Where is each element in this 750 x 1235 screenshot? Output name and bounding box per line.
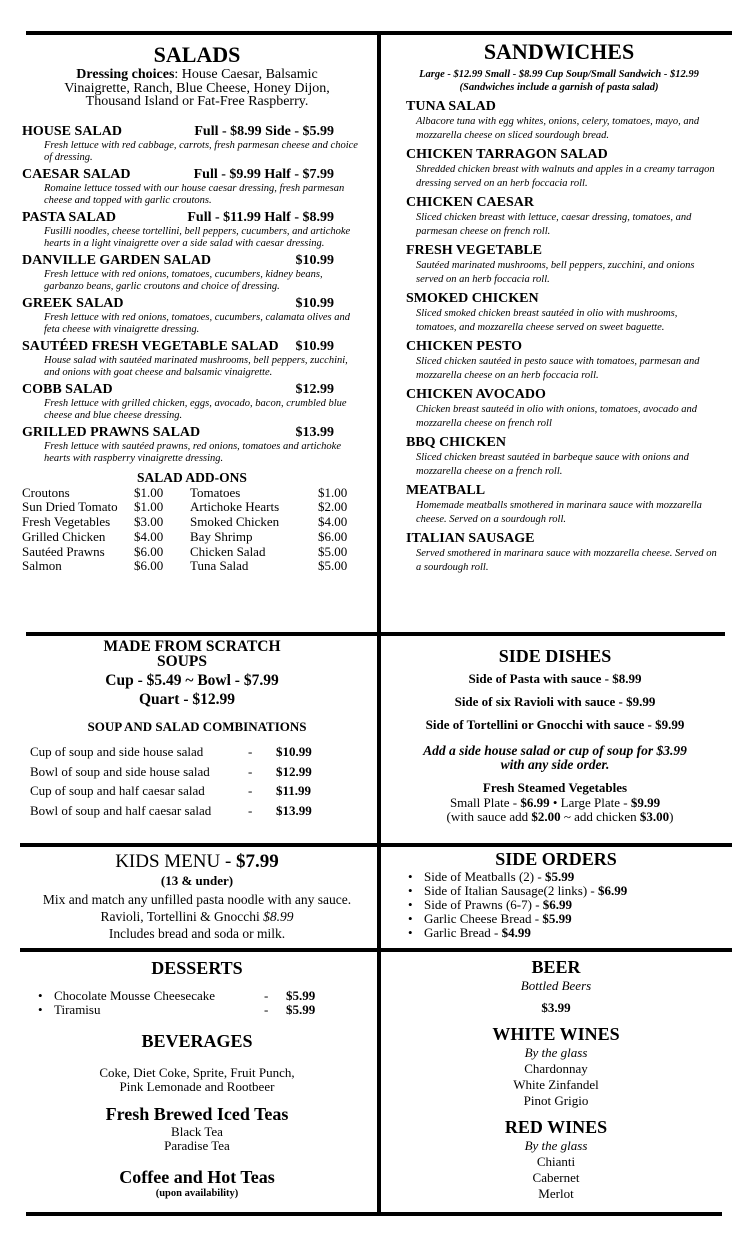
sandwich-item bbox=[406, 339, 732, 382]
addon-price: $6.00 bbox=[134, 543, 164, 559]
addon-price: $3.00 bbox=[134, 514, 164, 530]
combo-dash: - bbox=[248, 802, 253, 818]
salad-item bbox=[22, 210, 372, 250]
desserts-title: DESSERTS bbox=[151, 958, 243, 978]
addon-name: Sun Dried Tomato bbox=[22, 499, 118, 515]
side-order-name: Side of Prawns (6-7) - bbox=[424, 897, 543, 912]
salad-item-header bbox=[22, 253, 334, 269]
salad-description: Fusilli noodles, cheese tortellini, bell peppers, cucumbers, and artichoke hearts in a light vinaigrette over a side salad with caesar dressing. bbox=[44, 225, 351, 249]
salad-price: $10.99 bbox=[295, 338, 334, 354]
sandwich-name: CHICKEN AVOCADO bbox=[406, 387, 546, 402]
addons-title: SALAD ADD-ONS bbox=[137, 469, 247, 485]
addon-price: $6.00 bbox=[318, 528, 348, 544]
sandwich-description: Sliced chicken breast sautéed in barbeque sauce with onions and mozzarella cheese on a french roll. bbox=[416, 452, 689, 477]
white-wine-item: Chardonnay bbox=[524, 1061, 588, 1076]
side-dish-item: Side of Pasta with sauce - $8.99 bbox=[468, 671, 642, 686]
addon-name: Fresh Vegetables bbox=[22, 514, 111, 530]
dessert-name: • Chocolate Mousse Cheesecake bbox=[36, 989, 264, 1003]
side-order-name: Side of Italian Sausage(2 links) - bbox=[424, 883, 599, 898]
beer-sub: Bottled Beers bbox=[520, 978, 592, 993]
side-order-name: Side of Meatballs (2) - bbox=[424, 869, 545, 884]
kids-gnocchi-price: $8.99 bbox=[263, 909, 294, 924]
dessert-dash: - bbox=[264, 988, 269, 1003]
salad-item-header bbox=[22, 296, 334, 312]
addon-price: $1.00 bbox=[318, 484, 348, 500]
combo-name: Cup of soup and side house salad bbox=[30, 744, 204, 759]
kids-title: KIDS MENU - bbox=[115, 851, 237, 872]
red-wine-item: Chianti bbox=[536, 1154, 576, 1169]
kids-age: (13 & under) bbox=[160, 873, 234, 888]
salad-name: COBB SALAD bbox=[22, 381, 113, 397]
side-order-price: $5.99 bbox=[544, 869, 575, 884]
salad-name: GREEK SALAD bbox=[22, 295, 124, 311]
combo-dash: - bbox=[248, 763, 253, 779]
bottom-border bbox=[26, 1212, 722, 1216]
combo-dash: - bbox=[248, 783, 253, 798]
dessert-name: • Tiramisu bbox=[36, 1003, 264, 1017]
salad-item-header bbox=[22, 210, 334, 226]
soup-price-cup-bowl: Cup - $5.49 ~ Bowl - $7.99 bbox=[105, 672, 279, 689]
side-dishes-title: SIDE DISHES bbox=[498, 646, 612, 666]
salad-price: $10.99 bbox=[295, 295, 334, 311]
dessert-price: $5.99 bbox=[286, 988, 316, 1003]
addon-name: Croutons bbox=[22, 484, 70, 500]
side-orders-list bbox=[406, 870, 726, 940]
salad-description: House salad with sautéed marinated mushrooms, bell peppers, zucchini, and onions with goat cheese and balsamic vinaigrette. bbox=[44, 354, 348, 378]
beverages-title: BEVERAGES bbox=[141, 1031, 253, 1051]
combo-name: Bowl of soup and side house salad bbox=[30, 763, 210, 779]
drinks-section bbox=[386, 957, 726, 1202]
addon-price: $4.00 bbox=[318, 514, 348, 530]
desserts-list bbox=[22, 989, 372, 1017]
sandwich-name: SMOKED CHICKEN bbox=[406, 291, 539, 306]
salad-list bbox=[22, 124, 372, 465]
sandwich-description: Albacore tuna with egg whites, onions, celery, tomatoes, mayo, and mozzarella cheese on sliced sourdough bread. bbox=[416, 116, 700, 141]
salad-item bbox=[22, 425, 372, 465]
dessert-item bbox=[22, 1003, 372, 1017]
sandwich-item bbox=[406, 483, 732, 526]
kids-section bbox=[24, 851, 370, 942]
combo-name: Cup of soup and half caesar salad bbox=[30, 783, 205, 798]
salads-section: SALADS Dressing choices: House Caesar, Balsamic Vinaigrette, Ranch, Blue Cheese, Honey Dijon, Thousand Island or Fat-Free Raspberry. HOUSE SALAD Full - $8.99 Side - $5.99 Fresh lettuce with red cabbage, carrots, fresh parmesan cheese and choice of dressing. CAESAR SALAD Full - $9.99 Half - $7.99 Romaine lettuce tossed with our house caesar dressing, fresh parmesan cheese and topped with garlic croutons. PASTA SALAD Full - $11.99 Half - $8.99 Fusilli noodles, cheese tortellini, bell peppers, cucumbers, and artichoke hearts in a light vinaigrette over a side salad with caesar dressing. DANVILLE GARDEN SALAD $10.99 Fresh lettuce with red onions, tomatoes, cucumbers, kidney beans, garbanzo beans, garlic croutons and choice of dressing. GREEK SALAD $10.99 Fresh lettuce with red onions, tomatoes, cucumbers, calamata olives and feta cheese with vinaigrette dressing. SAUTÉED FRESH VEGETABLE SALAD $10.99 House salad with sautéed marinated mushrooms, bell peppers, zucchini, and onions with goat cheese and balsamic vinaigrette. COBB SALAD $12.99 Fresh lettuce with grilled chicken, eggs, avocado, bacon, crumbled blue cheese and blue cheese dressing. GRILLED PRAWNS SALAD $13.99 Fresh lettuce with sautéed prawns, red onions, tomatoes and artichoke hearts with raspberry vinaigrette dressing. SALAD ADD-ONS Croutons $1.00 Tomatoes $1.00 Sun Dried Tomato $1.00 Artichoke Hearts $2.00 Fresh Vegetables $3.00 Smoked Chicken $4.00 Grilled Chicken $4.00 Bay Shrimp $6.00 Sautéed Prawns $6.00 Chicken Salad $5.00 Salmon $6.00 Tuna Salad $5.00 bbox=[22, 42, 372, 574]
dressing-label: Dressing choices bbox=[76, 67, 175, 82]
tea-item: Paradise Tea bbox=[164, 1138, 230, 1153]
beer-title: BEER bbox=[531, 957, 581, 977]
combo-dash: - bbox=[248, 744, 253, 759]
sandwich-item bbox=[406, 531, 732, 574]
dessert-dash: - bbox=[264, 1002, 269, 1017]
sandwich-name: MEATBALL bbox=[406, 483, 486, 498]
kids-text: Mix and match any unfilled pasta noodle with any sauce. Ravioli, Tortellini & Gnocchi bbox=[42, 892, 352, 924]
side-order-name: Garlic Bread - bbox=[424, 925, 502, 940]
veg-note-c: ~ add chicken bbox=[560, 808, 640, 824]
salad-name: GRILLED PRAWNS SALAD bbox=[22, 424, 201, 440]
veg-title: Fresh Steamed Vegetables bbox=[482, 780, 628, 795]
addon-name: Bay Shrimp bbox=[190, 528, 253, 544]
salad-price: Full - $11.99 Half - $8.99 bbox=[187, 209, 334, 225]
divider-3 bbox=[20, 948, 732, 952]
combo-title: SOUP AND SALAD COMBINATIONS bbox=[87, 719, 307, 734]
sandwich-name: CHICKEN CAESAR bbox=[406, 195, 534, 210]
sandwich-name: TUNA SALAD bbox=[406, 99, 496, 114]
sandwich-item bbox=[406, 387, 732, 430]
kids-includes: Includes bread and soda or milk. bbox=[108, 926, 286, 941]
red-wine-item: Merlot bbox=[538, 1186, 574, 1201]
red-wine-item: Cabernet bbox=[532, 1170, 580, 1185]
addon-name: Grilled Chicken bbox=[22, 528, 106, 544]
salad-item bbox=[22, 167, 372, 207]
center-divider bbox=[377, 31, 381, 1212]
sandwich-note: (Sandwiches include a garnish of pasta salad) bbox=[459, 82, 659, 93]
salad-item bbox=[22, 124, 372, 164]
sandwich-description: Shredded chicken breast with walnuts and apples in a creamy tarragon dressing served on an herb foccacia roll. bbox=[416, 164, 715, 189]
dessert-price: $5.99 bbox=[286, 1002, 316, 1017]
salads-title: SALADS bbox=[153, 42, 241, 67]
salad-description: Fresh lettuce with grilled chicken, eggs, avocado, bacon, crumbled blue cheese and blue cheese dressing. bbox=[44, 397, 347, 421]
side-dish-addon: Add a side house salad or cup of soup for $3.99 with any side order. bbox=[423, 743, 687, 772]
veg-note-a: (with sauce add bbox=[446, 808, 532, 824]
salad-description: Fresh lettuce with red cabbage, carrots, fresh parmesan cheese and choice of dressing. bbox=[44, 139, 358, 163]
coffee-note: (upon availability) bbox=[155, 1188, 239, 1199]
divider-1 bbox=[26, 632, 725, 636]
side-order-name: Garlic Cheese Bread - bbox=[424, 911, 543, 926]
side-order-item bbox=[406, 898, 726, 912]
white-wines-list bbox=[386, 1061, 726, 1109]
sandwich-item bbox=[406, 243, 732, 286]
salad-price: Full - $8.99 Side - $5.99 bbox=[194, 123, 334, 139]
desserts-section bbox=[22, 958, 372, 1199]
side-order-item bbox=[406, 870, 726, 884]
dressing-choices: House Caesar, Balsamic Vinaigrette, Ranch, Blue Cheese, Honey Dijon, Thousand Island or Fat-Free Raspberry. bbox=[64, 67, 330, 109]
addon-price: $5.00 bbox=[318, 543, 348, 559]
sandwiches-section bbox=[386, 39, 732, 579]
veg-small: Small Plate - bbox=[449, 795, 521, 810]
salad-item-header bbox=[22, 425, 334, 441]
addon-price: $1.00 bbox=[134, 484, 164, 500]
white-wine-item: Pinot Grigio bbox=[523, 1093, 589, 1108]
combo-table bbox=[30, 742, 372, 820]
addon-price: $1.00 bbox=[134, 499, 164, 515]
sandwich-item bbox=[406, 99, 732, 142]
salad-name: CAESAR SALAD bbox=[22, 166, 131, 182]
sandwich-description: Sliced smoked chicken breast sautéed in olio with mushrooms, tomatoes, and mozzarella cheese served on sweet baguette. bbox=[416, 308, 678, 333]
side-order-item bbox=[406, 884, 726, 898]
sandwich-description: Served smothered in marinara sauce with mozzarella cheese. Served on a sourdough roll. bbox=[416, 548, 717, 573]
salad-description: Fresh lettuce with sautéed prawns, red onions, tomatoes and artichoke hearts with raspberry vinaigrette dressing. bbox=[44, 440, 341, 464]
beverages-text: Coke, Diet Coke, Sprite, Fruit Punch, Pink Lemonade and Rootbeer bbox=[99, 1065, 295, 1094]
tea-list bbox=[22, 1125, 372, 1153]
red-wines-list bbox=[386, 1154, 726, 1202]
white-wines-title: WHITE WINES bbox=[492, 1024, 620, 1044]
sandwich-name: BBQ CHICKEN bbox=[406, 435, 506, 450]
sandwich-item bbox=[406, 195, 732, 238]
combo-price: $11.99 bbox=[276, 783, 312, 798]
veg-large: • Large Plate - bbox=[549, 795, 631, 810]
combo-price: $13.99 bbox=[276, 802, 312, 818]
side-order-price: $6.99 bbox=[598, 883, 628, 898]
sandwich-prices: Large - $12.99 Small - $8.99 Cup Soup/Small Sandwich - $12.99 bbox=[419, 69, 699, 80]
salad-description: Fresh lettuce with red onions, tomatoes, cucumbers, kidney beans, garbanzo beans, garlic croutons and choice of dressing. bbox=[44, 268, 323, 292]
salad-item bbox=[22, 382, 372, 422]
white-wine-item: White Zinfandel bbox=[513, 1077, 599, 1092]
sandwich-name: CHICKEN TARRAGON SALAD bbox=[406, 147, 608, 162]
addon-name: Chicken Salad bbox=[190, 543, 266, 559]
veg-note-e: ) bbox=[669, 808, 674, 824]
red-wines-title: RED WINES bbox=[504, 1117, 608, 1137]
salad-description: Romaine lettuce tossed with our house caesar dressing, fresh parmesan cheese and topped with garlic croutons. bbox=[44, 182, 345, 206]
soups-title-2: SOUPS bbox=[157, 653, 207, 670]
salad-description: Fresh lettuce with red onions, tomatoes, cucumbers, calamata olives and feta cheese with vinaigrette dressing. bbox=[44, 311, 351, 335]
salad-item bbox=[22, 253, 372, 293]
salad-item bbox=[22, 296, 372, 336]
sandwich-name: CHICKEN PESTO bbox=[406, 339, 523, 354]
sandwich-description: Sliced chicken sautéed in pesto sauce with tomatoes, parmesan and mozzarella cheese on an herb foccacia roll. bbox=[416, 356, 700, 381]
addon-price: $2.00 bbox=[318, 499, 348, 515]
side-orders-title: SIDE ORDERS bbox=[495, 849, 617, 869]
salad-name: SAUTÉED FRESH VEGETABLE SALAD bbox=[22, 338, 279, 354]
veg-note-d: $3.00 bbox=[639, 808, 670, 824]
tea-title: Fresh Brewed Iced Teas bbox=[105, 1104, 289, 1124]
combo-price: $12.99 bbox=[276, 763, 312, 779]
side-dishes-section bbox=[385, 646, 725, 823]
veg-note-b: $2.00 bbox=[531, 808, 561, 824]
combo-name: Bowl of soup and half caesar salad bbox=[30, 802, 212, 818]
addons-table bbox=[22, 486, 372, 575]
sandwich-description: Homemade meatballs smothered in marinara sauce with mozzarella cheese. Served on a sourdough roll. bbox=[416, 500, 702, 525]
salad-price: $13.99 bbox=[295, 424, 334, 440]
veg-large-price: $9.99 bbox=[630, 795, 661, 810]
addon-name: Tomatoes bbox=[190, 484, 241, 500]
tea-item: Black Tea bbox=[171, 1124, 223, 1139]
addon-name: Smoked Chicken bbox=[190, 514, 280, 530]
salad-name: HOUSE SALAD bbox=[22, 123, 122, 139]
sandwich-name: FRESH VEGETABLE bbox=[406, 243, 543, 258]
side-dish-list bbox=[385, 667, 725, 736]
soup-price-quart: Quart - $12.99 bbox=[138, 691, 235, 708]
side-order-price: $5.99 bbox=[542, 911, 572, 926]
sandwich-item bbox=[406, 147, 732, 190]
sandwich-description: Sautéed marinated mushrooms, bell peppers, zucchini, and onions served on an herb foccacia roll. bbox=[416, 260, 695, 285]
divider-2 bbox=[20, 843, 732, 847]
addon-price: $6.00 bbox=[134, 558, 164, 574]
salad-item-header bbox=[22, 339, 334, 355]
salad-name: DANVILLE GARDEN SALAD bbox=[22, 252, 212, 268]
addon-name: Tuna Salad bbox=[190, 558, 249, 574]
sandwich-list bbox=[406, 99, 732, 574]
sandwich-item bbox=[406, 291, 732, 334]
salad-item-header bbox=[22, 124, 334, 140]
side-order-item bbox=[406, 926, 726, 940]
sandwiches-title: SANDWICHES bbox=[483, 39, 635, 64]
sandwich-item bbox=[406, 435, 732, 478]
sandwich-description: Sliced chicken breast with lettuce, caesar dressing, tomatoes, and parmesan cheese on french roll. bbox=[416, 212, 692, 237]
sandwich-description: Chicken breast sauteéd in olio with onions, tomatoes, avocado and mozzarella cheese on french roll bbox=[416, 404, 698, 429]
red-wines-sub: By the glass bbox=[524, 1138, 588, 1153]
salad-name: PASTA SALAD bbox=[22, 209, 117, 225]
side-order-price: $4.99 bbox=[501, 925, 531, 940]
kids-price: $7.99 bbox=[236, 851, 279, 872]
coffee-title: Coffee and Hot Teas bbox=[119, 1167, 275, 1187]
salad-price: $10.99 bbox=[295, 252, 334, 268]
side-order-item bbox=[406, 912, 726, 926]
side-dish-item: Side of Tortellini or Gnocchi with sauce - $9.99 bbox=[425, 717, 685, 732]
salad-item-header bbox=[22, 382, 334, 398]
salad-price: $12.99 bbox=[295, 381, 334, 397]
beer-price: $3.99 bbox=[541, 1000, 571, 1015]
side-orders-section bbox=[386, 849, 726, 940]
salad-price: Full - $9.99 Half - $7.99 bbox=[193, 166, 334, 182]
addon-name: Artichoke Hearts bbox=[190, 499, 280, 515]
side-dish-item: Side of six Ravioli with sauce - $9.99 bbox=[454, 694, 656, 709]
veg-small-price: $6.99 bbox=[520, 795, 550, 810]
sandwich-name: ITALIAN SAUSAGE bbox=[406, 531, 535, 546]
soups-title-1: MADE FROM SCRATCH bbox=[103, 638, 281, 655]
salad-item-header bbox=[22, 167, 334, 183]
dessert-item bbox=[22, 989, 372, 1003]
side-order-price: $6.99 bbox=[542, 897, 573, 912]
addon-price: $4.00 bbox=[134, 528, 164, 544]
salad-item bbox=[22, 339, 372, 379]
soups-section bbox=[22, 639, 372, 820]
white-wines-sub: By the glass bbox=[524, 1045, 588, 1060]
addon-price: $5.00 bbox=[318, 558, 348, 574]
addon-name: Salmon bbox=[22, 558, 62, 574]
combo-price: $10.99 bbox=[276, 744, 312, 759]
addon-name: Sautéed Prawns bbox=[22, 543, 105, 559]
